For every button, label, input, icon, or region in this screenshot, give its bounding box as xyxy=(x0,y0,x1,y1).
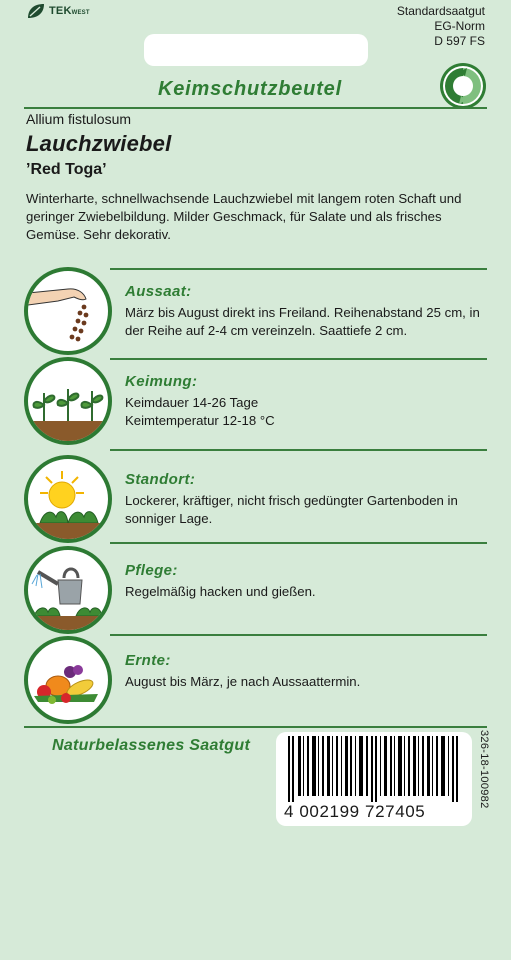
section-standort xyxy=(0,455,511,545)
brand-logo xyxy=(26,3,90,19)
standard-info xyxy=(397,4,485,49)
section-pflege xyxy=(0,546,511,636)
label-field xyxy=(144,34,368,66)
footer-divider xyxy=(24,726,487,728)
barcode-bars-icon xyxy=(284,736,464,802)
latin-name: Allium fistulosum xyxy=(26,111,132,127)
standard-line-2: EG-Norm xyxy=(434,19,485,33)
sowing-hand-icon xyxy=(24,267,112,355)
barcode-number: 4 002199 727405 xyxy=(284,802,426,821)
leaf-logo-icon xyxy=(26,3,46,19)
section-text xyxy=(125,394,490,430)
header xyxy=(0,0,511,120)
slogan: Naturbelassenes Saatgut xyxy=(52,737,251,754)
section-title: Pflege: xyxy=(125,562,178,579)
section-text: August bis März, je nach Aussaattermin. xyxy=(125,674,361,689)
barcode xyxy=(276,732,472,826)
standard-line-3: D 597 FS xyxy=(434,34,485,48)
section-ernte xyxy=(0,636,511,726)
section-title: Aussaat: xyxy=(125,283,192,300)
variety-name: ’Red Toga’ xyxy=(26,161,107,178)
section-line: Keimdauer 14-26 Tage xyxy=(125,395,259,410)
section-line: Keimtemperatur 12-18 °C xyxy=(125,413,275,428)
section-divider xyxy=(110,542,487,544)
section-title: Keimung: xyxy=(125,373,198,390)
section-keimung xyxy=(0,357,511,447)
article-code: 326-18-100982 xyxy=(478,730,490,809)
section-text: März bis August direkt ins Freiland. Reihenabstand 25 cm, in der Reihe auf 2-4 cm vereinzeln. Saattiefe 2 cm. xyxy=(125,305,480,338)
package-type-title: Keimschutzbeutel xyxy=(158,78,342,100)
watering-can-icon xyxy=(24,546,112,634)
sun-plants-icon xyxy=(24,455,112,543)
section-title: Standort: xyxy=(125,471,196,488)
section-text: Lockerer, kräftiger, nicht frisch gedüngter Gartenboden in sonniger Lage. xyxy=(125,493,458,526)
section-divider xyxy=(110,449,487,451)
section-aussaat xyxy=(0,267,511,357)
product-description: Winterharte, schnellwachsende Lauchzwiebel mit langem roten Schaft und geringer Zwiebelbildung. Milder Geschmack, für Salate und als frisches Gemüse. Sehr dekorativ. xyxy=(26,191,462,242)
brand-name: TEKWEST xyxy=(49,5,90,17)
product-name: Lauchzwiebel xyxy=(26,131,172,156)
seedlings-icon xyxy=(24,357,112,445)
harvest-vegetables-icon xyxy=(24,636,112,724)
section-text: Regelmäßig hacken und gießen. xyxy=(125,584,316,599)
green-dot-recycle-icon xyxy=(439,62,487,110)
section-title: Ernte: xyxy=(125,652,171,669)
header-divider xyxy=(24,107,487,109)
standard-line-1: Standardsaatgut xyxy=(396,4,485,18)
